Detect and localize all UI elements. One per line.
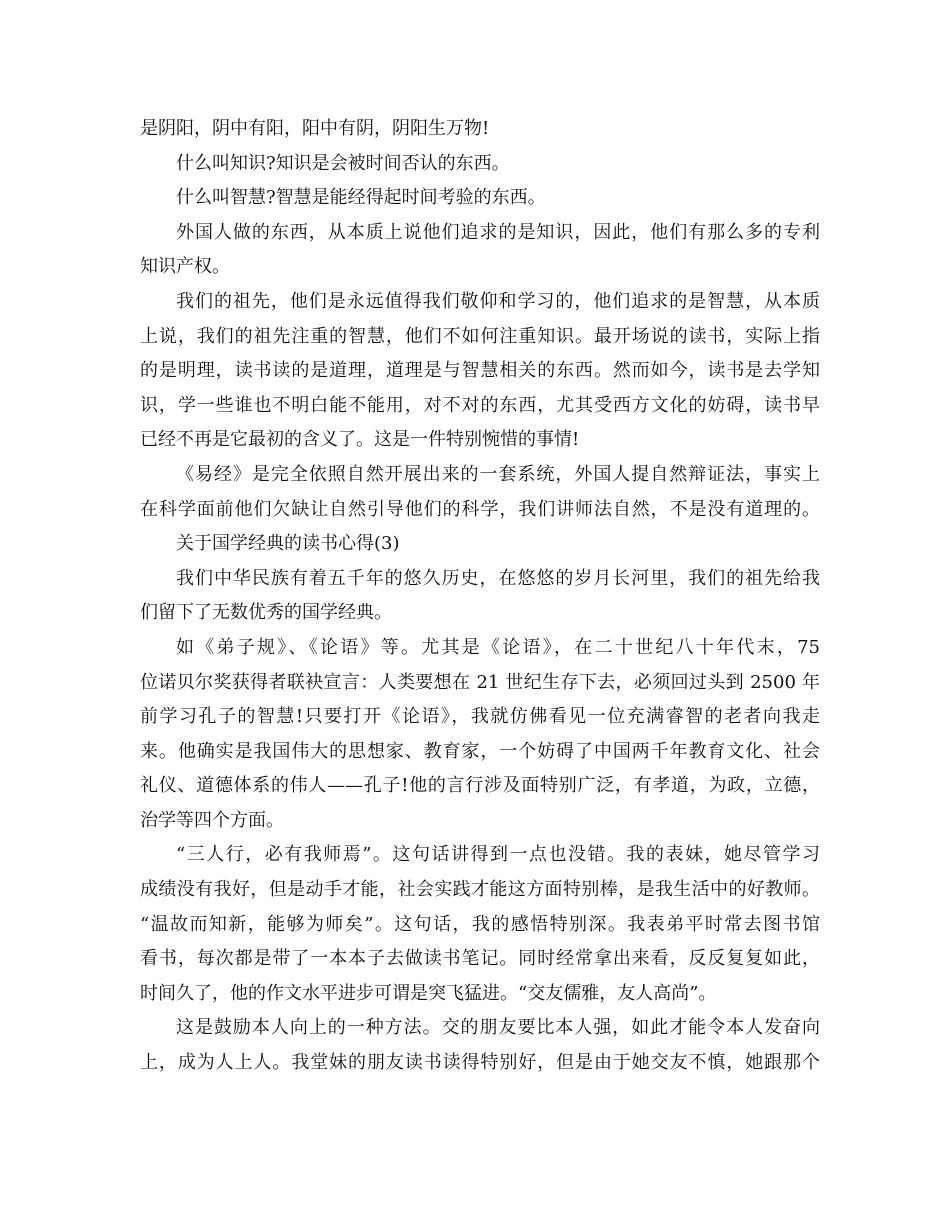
text-line: 如《弟子规》、《论语》等。尤其是《论语》，在二十世纪八十年代末，75	[176, 636, 820, 658]
text-line: 我们的祖先，他们是永远值得我们敬仰和学习的，他们追求的是智慧，从本质	[176, 290, 820, 312]
text-line: 什么叫知识?知识是会被时间否认的东西。	[176, 152, 510, 174]
text-line: 关于国学经典的读书心得(3)	[176, 533, 400, 555]
text-line: 识，学一些谁也不明白能不能用，对不对的东西，尤其受西方文化的妨碍，读书早	[140, 394, 820, 416]
text-line: 已经不再是它最初的含义了。这是一件特别惋惜的事情!	[140, 429, 580, 451]
document-body	[140, 112, 820, 1081]
text-line: 外国人做的东西，从本质上说他们追求的是知识，因此，他们有那么多的专利	[176, 221, 820, 243]
text-line: 知识产权。	[140, 256, 230, 278]
text-line: 时间久了，他的作文水平进步可谓是突飞猛进。“交友儒雅，友人高尚”。	[140, 982, 717, 1004]
text-line: 治学等四个方面。	[140, 809, 284, 831]
text-line: 成绩没有我好，但是动手才能，社会实践才能这方面特别棒，是我生活中的好教师。	[140, 879, 820, 901]
text-line: 我们中华民族有着五千年的悠久历史，在悠悠的岁月长河里，我们的祖先给我	[176, 567, 820, 589]
text-line: 位诺贝尔奖获得者联袂宣言：人类要想在 21 世纪生存下去，必须回过头到 2500 年	[140, 671, 820, 693]
text-line: 前学习孔子的智慧!只要打开《论语》，我就仿佛看见一位充满睿智的老者向我走	[140, 706, 820, 728]
text-line: “温故而知新，能够为师矣”。这句话，我的感悟特别深。我表弟平时常去图书馆	[140, 913, 820, 935]
text-line: “三人行，必有我师焉”。这句话讲得到一点也没错。我的表妹，她尽管学习	[176, 844, 820, 866]
text-line: 来。他确实是我国伟大的思想家、教育家，一个妨碍了中国两千年教育文化、社会	[140, 740, 820, 762]
text-line: 《易经》是完全依照自然开展出来的一套系统，外国人提自然辩证法，事实上	[176, 463, 820, 485]
text-line: 礼仪、道德体系的伟人——孔子!他的言行涉及面特别广泛，有孝道，为政，立德，	[140, 775, 820, 797]
text-line: 在科学面前他们欠缺让自然引导他们的科学，我们讲师法自然，不是没有道理的。	[140, 498, 820, 520]
text-line: 是阴阳，阴中有阳，阳中有阴，阴阳生万物!	[140, 118, 490, 139]
text-line: 看书，每次都是带了一本本子去做读书笔记。同时经常拿出来看，反反复复如此，	[140, 948, 820, 970]
text-line: 这是鼓励本人向上的一种方法。交的朋友要比本人强，如此才能令本人发奋向	[176, 1017, 820, 1039]
text-line: 们留下了无数优秀的国学经典。	[140, 602, 392, 624]
text-line: 上说，我们的祖先注重的智慧，他们不如何注重知识。最开场说的读书，实际上指	[140, 325, 820, 347]
text-line: 什么叫智慧?智慧是能经得起时间考验的东西。	[176, 187, 546, 209]
text-line: 的是明理，读书读的是道理，道理是与智慧相关的东西。然而如今，读书是去学知	[140, 360, 820, 382]
text-line: 上，成为人上人。我堂妹的朋友读书读得特别好，但是由于她交友不慎，她跟那个	[140, 1052, 820, 1074]
